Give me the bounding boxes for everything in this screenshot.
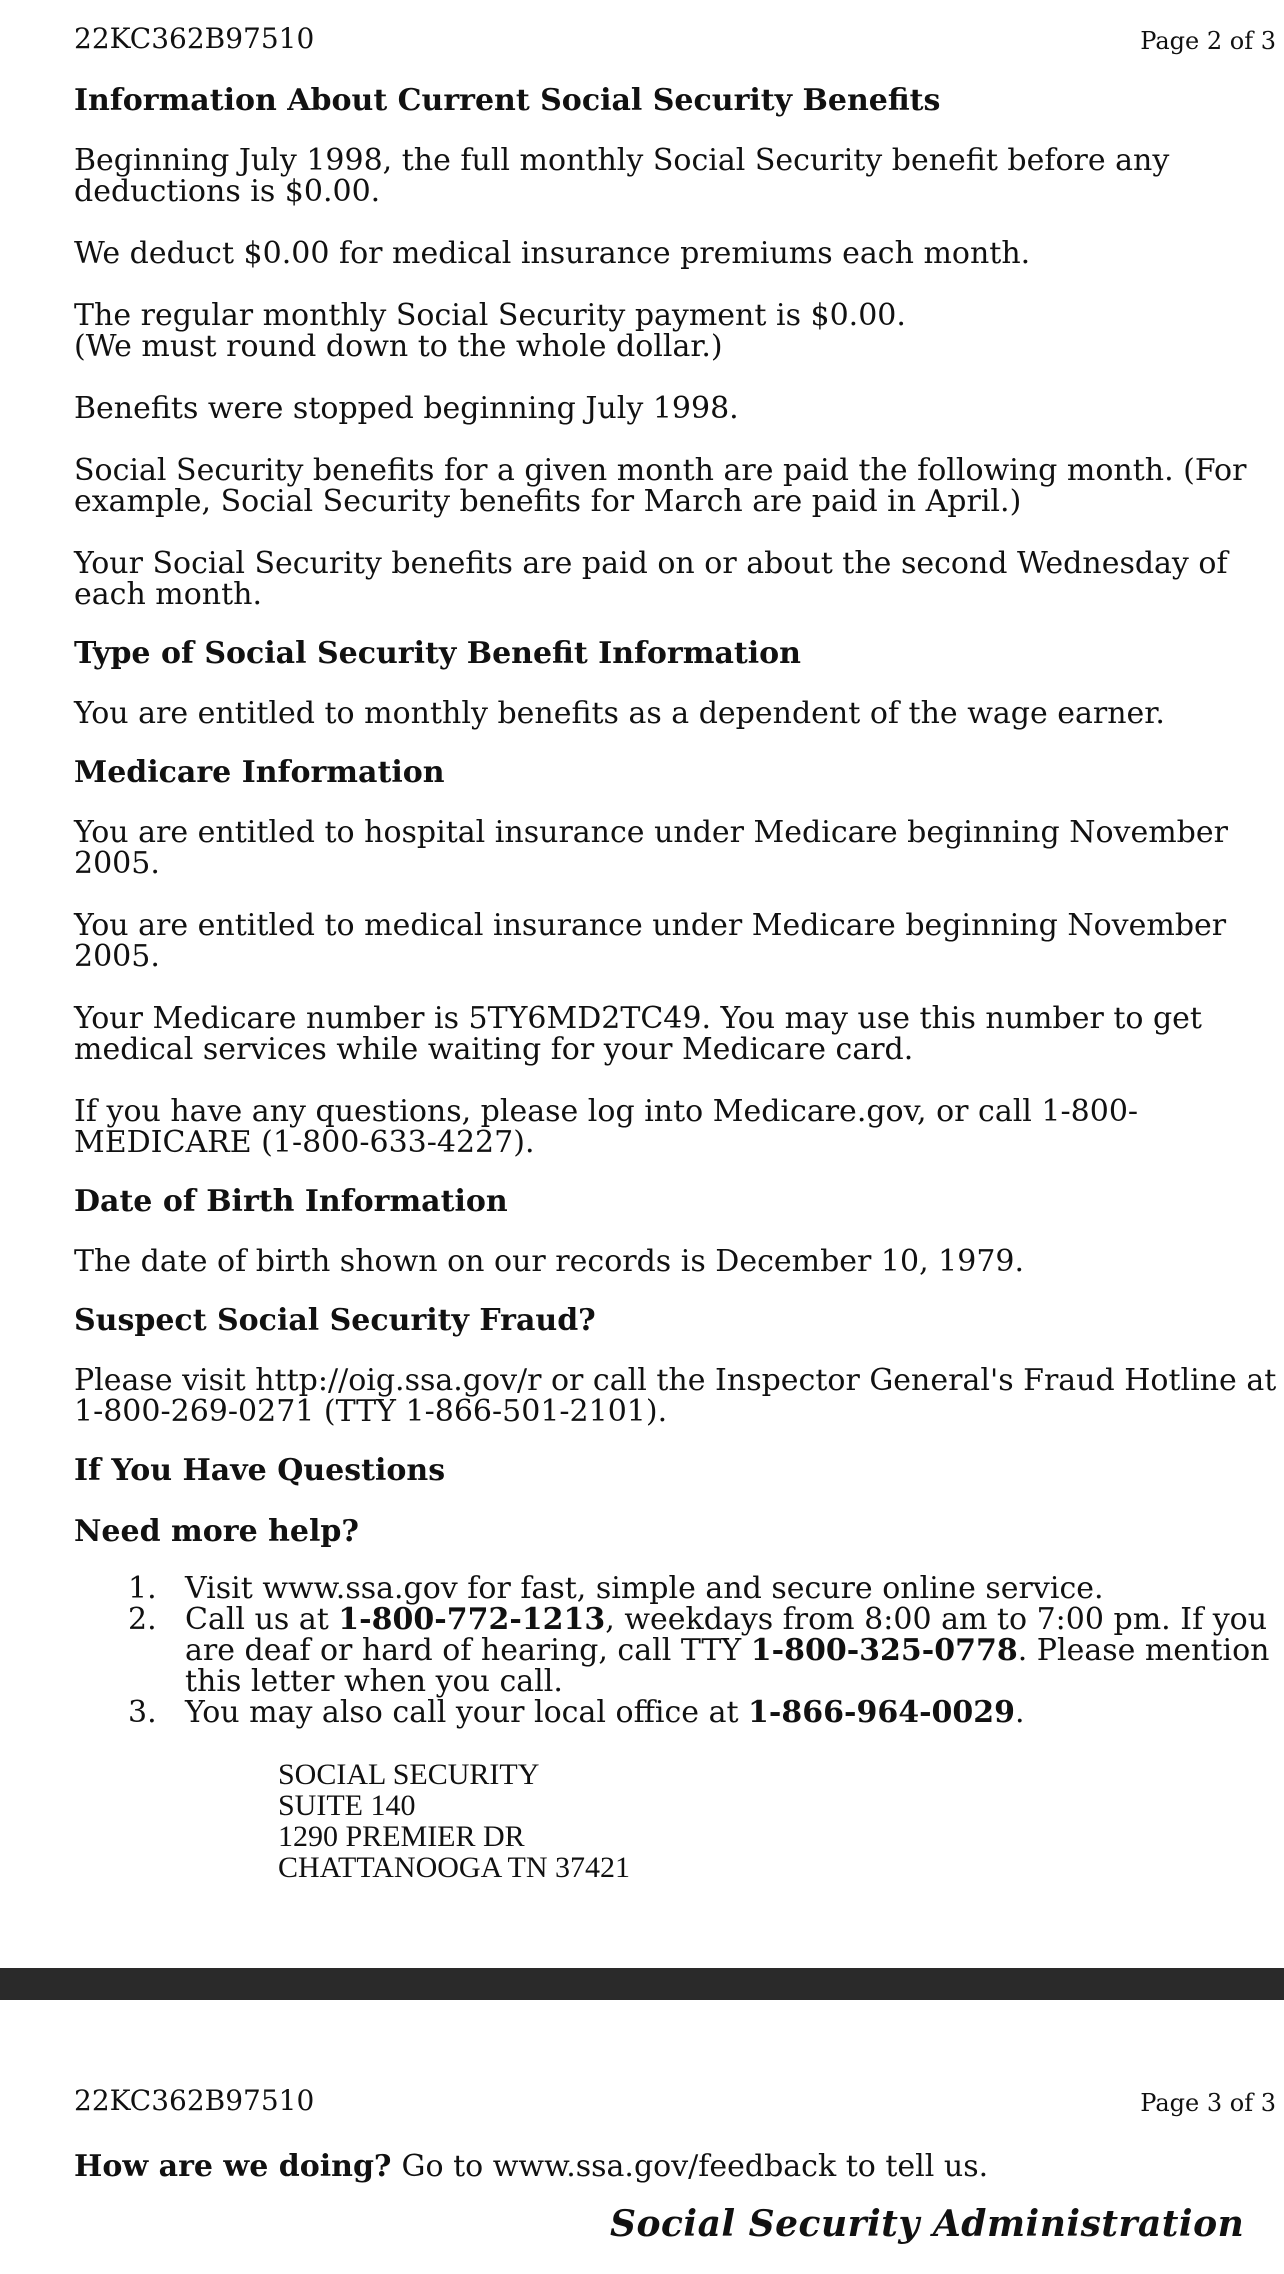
- paragraph-regular-payment: The regular monthly Social Security payment is $0.00. (We must round down to the whole dollar.): [74, 298, 906, 364]
- list-item: [74, 1573, 1279, 1604]
- feedback-line: [74, 2150, 988, 2184]
- feedback-text: Go to www.ssa.gov/feedback to tell us.: [401, 2149, 989, 2184]
- paragraph-medicare-questions: If you have any questions, please log into Medicare.gov, or call 1-800-MEDICARE (1-800-633-4227).: [74, 1094, 1139, 1160]
- list-item-number: 2.: [128, 1602, 157, 1637]
- list-item-text: .: [1015, 1695, 1025, 1730]
- agency-signature: Social Security Administration: [610, 2203, 1245, 2245]
- phone-number-local-office: 1-866-964-0029: [748, 1695, 1016, 1730]
- paragraph-hospital-insurance: You are entitled to hospital insurance under Medicare beginning November 2005.: [74, 815, 1228, 881]
- paragraph-medicare-number: Your Medicare number is 5TY6MD2TC49. You may use this number to get medical services while waiting for your Medicare card.: [74, 1001, 1202, 1067]
- address-line: 1290 PREMIER DR: [278, 1820, 525, 1853]
- address-line: SUITE 140: [278, 1789, 416, 1822]
- feedback-question: How are we doing?: [74, 2149, 392, 2184]
- phone-number-main: 1-800-772-1213: [338, 1602, 606, 1637]
- section-heading-date-of-birth: Date of Birth Information: [74, 1184, 508, 1219]
- address-line: CHATTANOOGA TN 37421: [278, 1851, 631, 1884]
- list-item-text: You may also call your local office at: [185, 1695, 749, 1730]
- paragraph-deduction: We deduct $0.00 for medical insurance premiums each month.: [74, 236, 1031, 271]
- list-item-number: 3.: [128, 1695, 157, 1730]
- paragraph-benefits-stopped: Benefits were stopped beginning July 1998.: [74, 391, 739, 426]
- section-heading-medicare: Medicare Information: [74, 755, 445, 790]
- paragraph-date-of-birth: The date of birth shown on our records is December 10, 1979.: [74, 1244, 1025, 1279]
- paragraph-full-benefit: Beginning July 1998, the full monthly Social Security benefit before any deductions is $0.00.: [74, 143, 1170, 209]
- page-divider: [0, 1968, 1284, 2000]
- letter-body: [74, 84, 1279, 1883]
- paragraph-medical-insurance: You are entitled to medical insurance under Medicare beginning November 2005.: [74, 908, 1227, 974]
- section-heading-current-benefits: Information About Current Social Security Benefits: [74, 83, 941, 118]
- list-item-number: 1.: [128, 1571, 157, 1606]
- document-id: 22KC362B97510: [74, 22, 315, 55]
- section-heading-benefit-type: Type of Social Security Benefit Information: [74, 636, 801, 671]
- address-line: SOCIAL SECURITY: [278, 1758, 540, 1791]
- phone-number-tty: 1-800-325-0778: [750, 1633, 1018, 1668]
- paragraph-fraud-hotline: Please visit http://oig.ssa.gov/r or call the Inspector General's Fraud Hotline at 1-800-269-0271 (TTY 1-866-501-2101).: [74, 1363, 1277, 1429]
- page-number: Page 2 of 3: [1140, 27, 1276, 55]
- page-number: Page 3 of 3: [1140, 2089, 1276, 2117]
- paragraph-payment-day: Your Social Security benefits are paid on or about the second Wednesday of each month.: [74, 546, 1228, 612]
- list-item-text: , weekdays from 8:00 am to 7:00 pm. If you are deaf or hard of hearing, call TTY: [185, 1602, 1268, 1668]
- document-id: 22KC362B97510: [74, 2084, 315, 2117]
- office-address: [278, 1759, 1279, 1883]
- section-heading-questions: If You Have Questions: [74, 1453, 446, 1488]
- list-item-text: . Please mention this letter when you call.: [185, 1633, 1270, 1699]
- list-item: [74, 1697, 1279, 1728]
- paragraph-payment-timing: Social Security benefits for a given month are paid the following month. (For example, Social Security benefits for March are paid in April.): [74, 453, 1247, 519]
- section-heading-need-help: Need more help?: [74, 1514, 359, 1549]
- section-heading-fraud: Suspect Social Security Fraud?: [74, 1303, 596, 1338]
- paragraph-entitlement: You are entitled to monthly benefits as a dependent of the wage earner.: [74, 696, 1165, 731]
- help-list: [74, 1573, 1279, 1728]
- list-item-text: Call us at: [185, 1602, 339, 1637]
- list-item: [74, 1604, 1279, 1697]
- list-item-text: Visit www.ssa.gov for fast, simple and secure online service.: [185, 1571, 1104, 1606]
- letter-page-3: [0, 2000, 1284, 2274]
